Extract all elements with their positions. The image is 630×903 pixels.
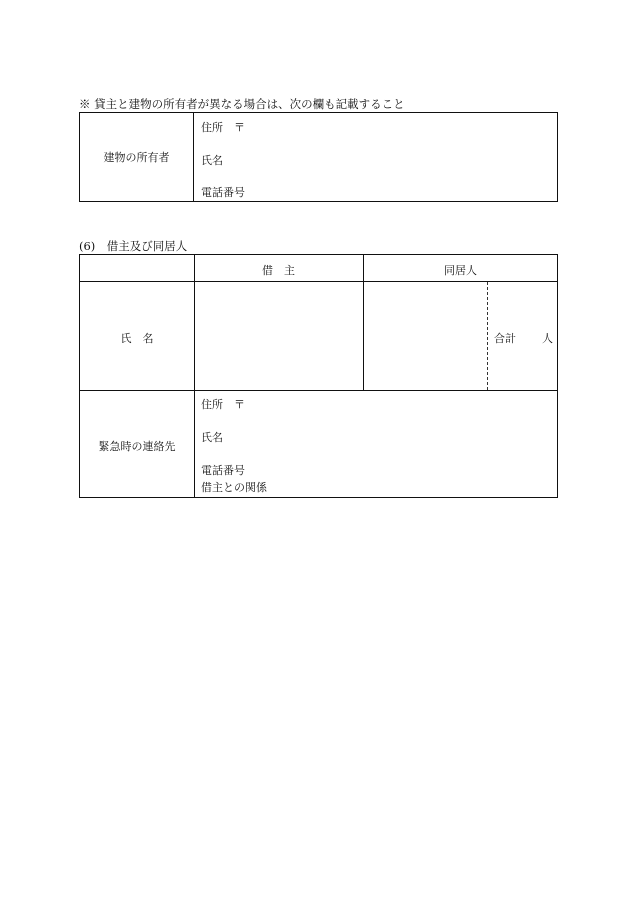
cohabitant-header: 同居人 xyxy=(444,264,477,277)
total-dashed-divider xyxy=(487,282,488,390)
building-owner-table xyxy=(79,112,558,202)
section-6-title: (6) 借主及び同居人 xyxy=(79,239,188,253)
total-label: 合計 xyxy=(494,332,516,345)
emergency-name-field[interactable]: 氏名 xyxy=(201,431,223,444)
emergency-address-field[interactable]: 住所 〒 xyxy=(201,398,245,411)
emergency-relation-field[interactable]: 借主との関係 xyxy=(201,481,267,494)
cohabitant-name-cell[interactable] xyxy=(364,282,486,389)
emergency-phone-field[interactable]: 電話番号 xyxy=(201,464,245,477)
tenant-cohabitant-table xyxy=(79,254,558,498)
tenant-name-cell[interactable] xyxy=(195,282,362,389)
owner-label: 建物の所有者 xyxy=(103,151,170,164)
owner-note: ※ 貸主と建物の所有者が異なる場合は、次の欄も記載すること xyxy=(79,97,405,111)
owner-address-field[interactable]: 住所 〒 xyxy=(201,121,245,134)
emergency-label: 緊急時の連絡先 xyxy=(98,440,176,453)
name-row-label: 氏 名 xyxy=(120,332,154,345)
owner-label-cell xyxy=(80,113,194,201)
total-unit: 人 xyxy=(542,332,553,345)
owner-name-field[interactable]: 氏名 xyxy=(201,154,223,167)
name-row-divider xyxy=(80,390,557,391)
owner-phone-field[interactable]: 電話番号 xyxy=(201,186,245,199)
tenant-header: 借 主 xyxy=(262,264,295,277)
